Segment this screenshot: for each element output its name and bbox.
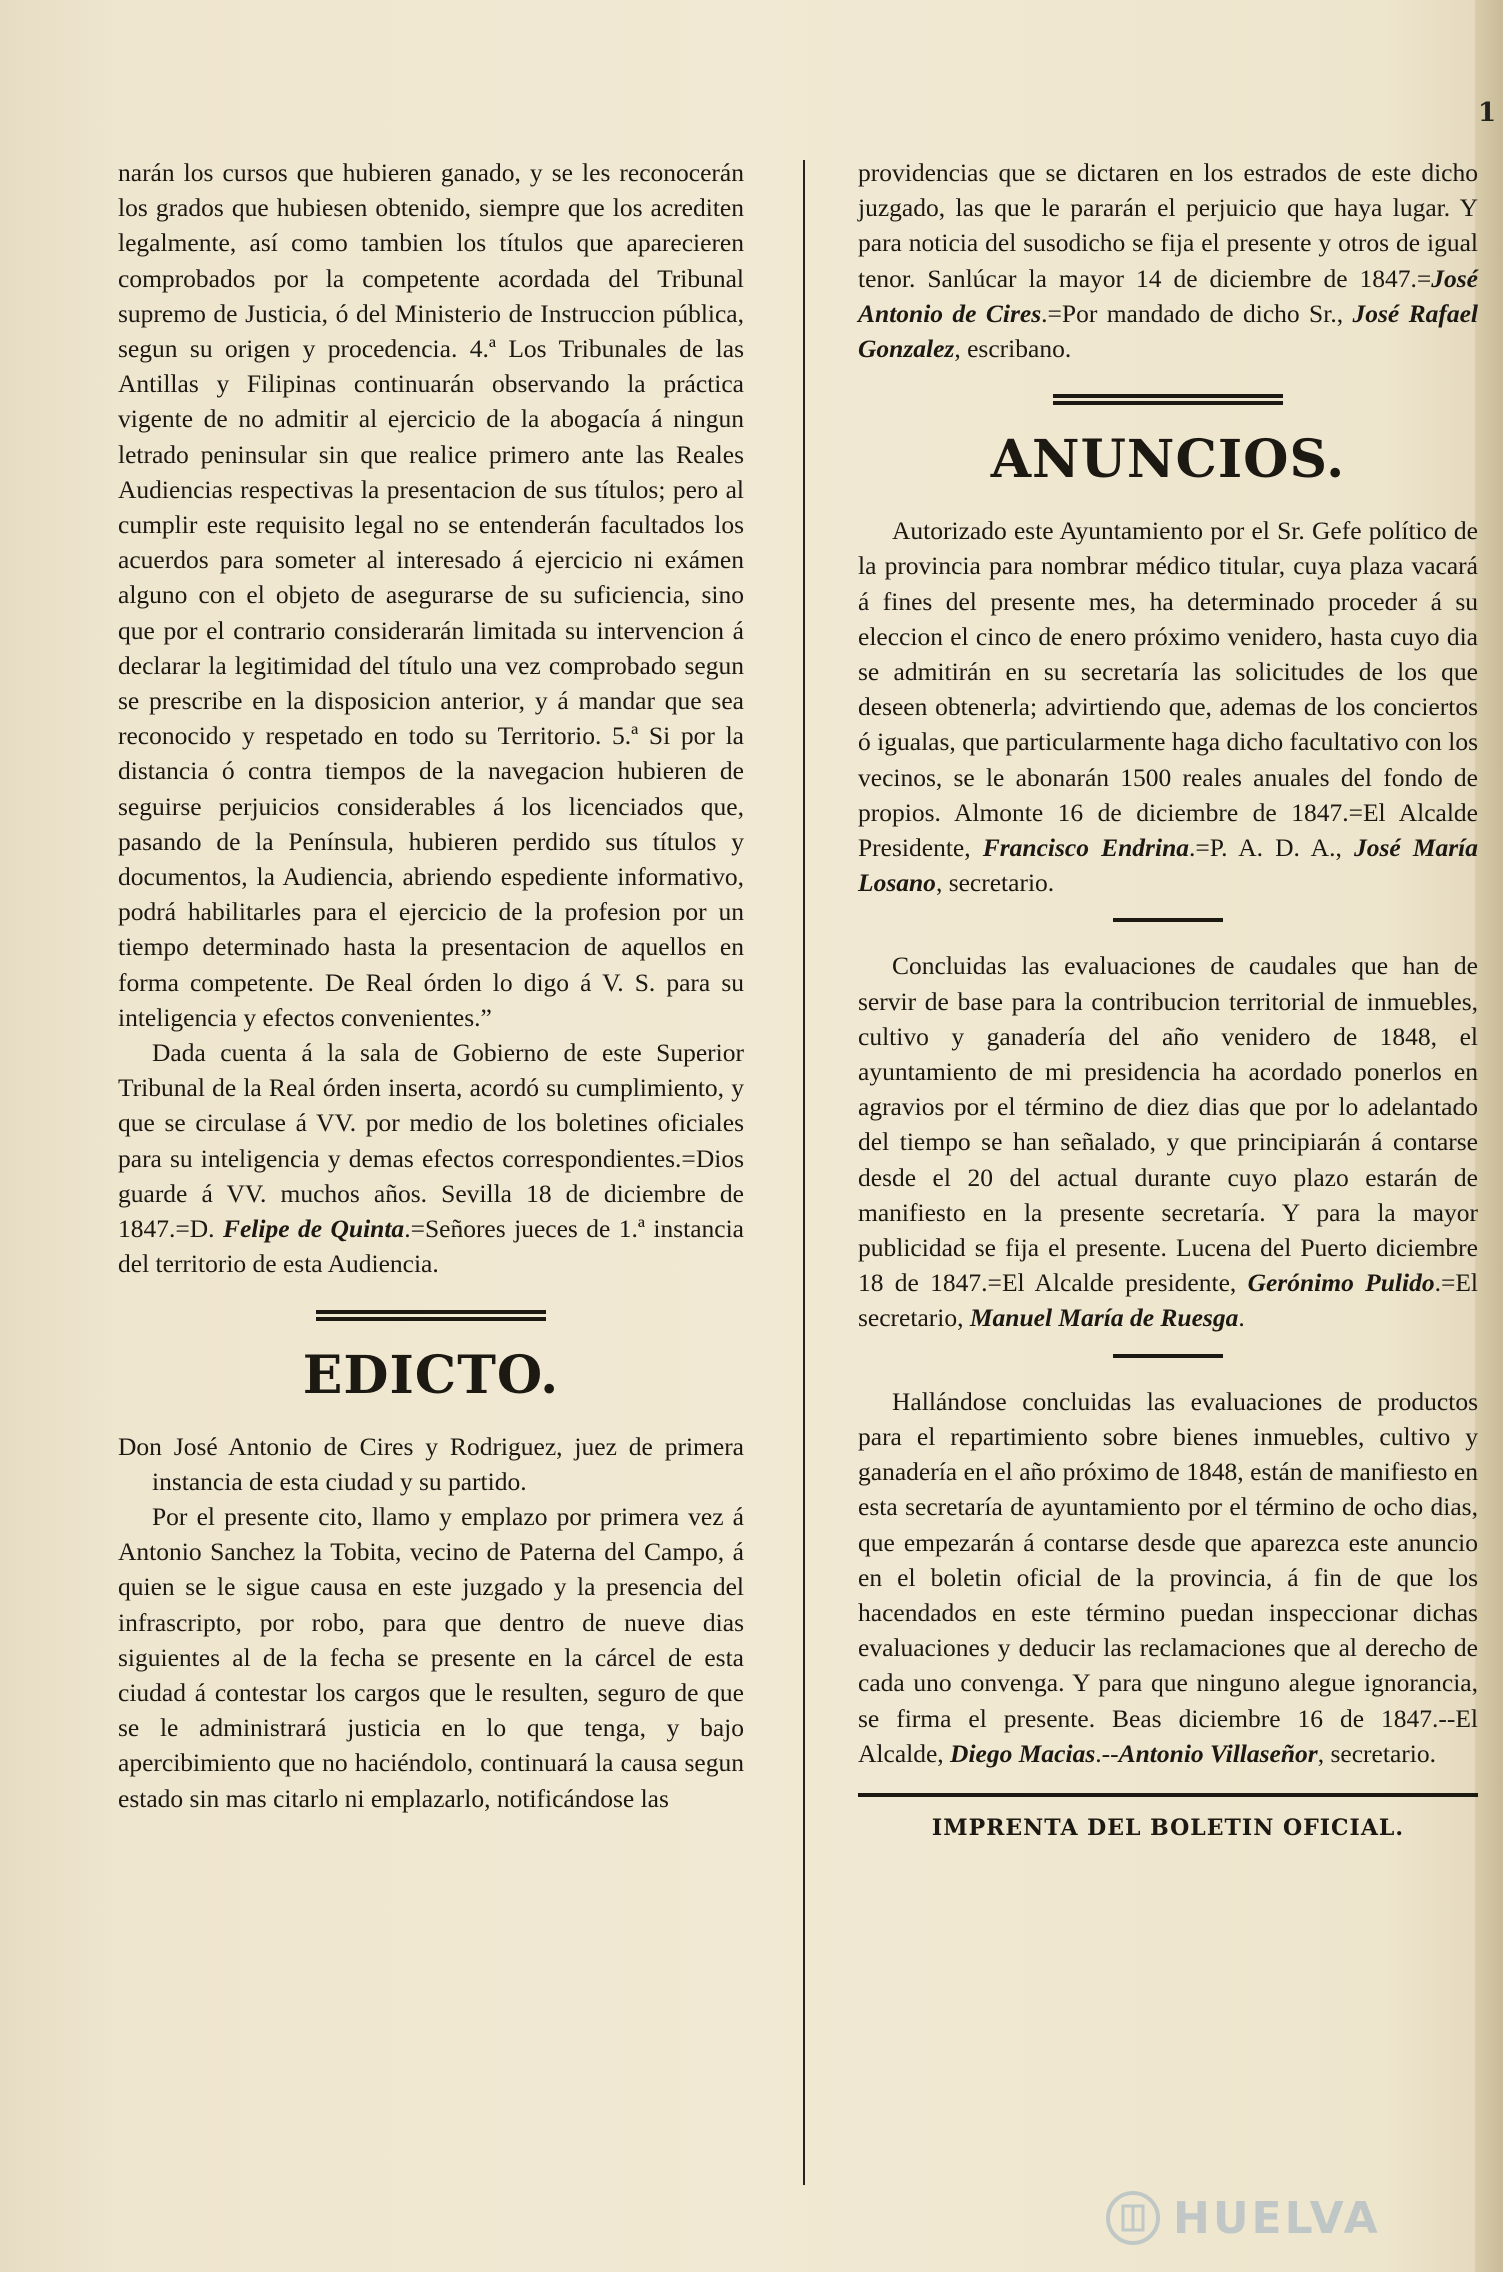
separator-line — [316, 1310, 546, 1314]
anuncio2-text: Concluidas las evaluaciones de caudales que han de servir de base para la contribucion territorial de inmuebles, cultivo y ganadería del año venidero de 1848, el ayuntamiento de mi presidencia ha acordado ponerlos en agravios por el término de diez dias que por lo adelantado del tiempo se han señalado, y que principiarán á contarse desde el 20 del actual durante cuyo plazo estarán de manifiesto en la presente secretaría. Y para la mayor publicidad se fija el presente. Lucena del Puerto diciembre 18 de 1847.=El Alcalde presidente, — [858, 951, 1478, 1298]
archive-watermark — [1105, 2188, 1425, 2248]
edicto-cont-signer2: José Rafael Gonzalez — [858, 298, 1478, 364]
page-mark: 1 — [1478, 98, 1497, 128]
anuncio1-signer2: José María Losano — [858, 833, 1479, 898]
anuncio-beas — [858, 1384, 1478, 1771]
anuncio3-mid: .-- — [1095, 1738, 1119, 1768]
seal-icon — [1105, 2190, 1161, 2246]
edicto-cont-signer1: José Antonio de Cires — [858, 263, 1478, 328]
watermark-text: HUELVA — [1173, 2192, 1381, 2244]
decree-continuation: narán los cursos que hubieren ganado, y se les reconocerán los grados que hubiesen obtenido, siempre que los acrediten legalmente, así como tambien los títulos que aparecieren comprobados por la competente acordada del Tribunal supremo de Justicia, ó del Ministerio de Instruccion pública, segun su origen y procedencia. 4.ª Los Tribunales de las Antillas y Filipinas continuarán observando la práctica vigente de no admitir al ejercicio de la abogacía á ningun letrado peninsular sin que realice primero ante las Reales Audiencias respectivas la presentacion de sus títulos; pero al cumplir este requisito legal no se entenderán facultados los acuerdos para someter al interesado á ejercicio ni exámen alguno con el objeto de asegurarse de su suficiencia, sino que por el contrario considerarán limitada su intervencion á declarar la legitimidad del título una vez comprobado segun se prescribe en la disposicion anterior, y á mandar que sea reconocido y respetado en todo su Territorio. 5.ª Si por la distancia ó contra tiempos de la navegacion hubieren de seguirse perjuicios considerables á los licenciados que, pasando de la Península, hubieren perdido sus títulos y documentos, la Audiencia, abriendo espediente informativo, podrá habilitarles para el ejercicio de la profesion por un tiempo determinado hasta la presentacion de aquellos en forma competente. De Real órden lo digo á V. S. para su inteligencia y efectos convenientes.” — [118, 158, 744, 1032]
edicto-intro: Don José Antonio de Cires y Rodriguez, juez de primera instancia de esta ciudad y su partido. — [118, 1431, 744, 1496]
edicto-cont-tail: , escribano. — [954, 334, 1072, 364]
anuncio3-tail: , secretario. — [1317, 1738, 1436, 1768]
separator-line — [316, 1317, 546, 1321]
anuncio1-tail: , secretario. — [935, 868, 1055, 898]
anuncio-lucena — [858, 948, 1478, 1335]
anuncio2-signer2: Manuel María de Ruesga — [969, 1303, 1239, 1333]
dada-signer: Felipe de Quinta — [222, 1214, 405, 1244]
anuncio2-tail: . — [1238, 1303, 1245, 1333]
short-separator — [1113, 918, 1223, 922]
anuncio3-signer1: Diego Macias — [950, 1738, 1096, 1768]
right-column — [858, 155, 1478, 1846]
anuncio-almonte — [858, 513, 1478, 900]
anuncio3-text: Hallándose concluidas las evaluaciones de productos para el repartimiento sobre bienes inmuebles, cultivo y ganadería en el año próximo de 1848, están de manifiesto en esta secretaría de ayuntamiento por el término de ocho dias, que empezarán á contarse desde que aparezca este anuncio en el boletin oficial de la provincia, á fin de que los hacendados en este término puedan inspeccionar dichas evaluaciones y deducir las reclamaciones que al derecho de cada uno convenga. Y para que ninguno alegue ignorancia, se firma el presente. Beas diciembre 16 de 1847.--El Alcalde, — [858, 1386, 1478, 1768]
section-separator — [316, 1310, 546, 1321]
edicto-cont-mid: .=Por mandado de dicho Sr., — [1041, 298, 1353, 328]
anuncios-heading: ANUNCIOS. — [990, 429, 1346, 491]
separator-line — [1113, 1354, 1223, 1358]
separator-line — [1113, 918, 1223, 922]
short-separator — [1113, 1354, 1223, 1358]
column-rule — [803, 160, 805, 2185]
anuncio2-signer1: Gerónimo Pulido — [1247, 1268, 1435, 1298]
edicto-heading: EDICTO. — [302, 1344, 560, 1406]
imprenta-footer: IMPRENTA DEL BOLETIN OFICIAL. — [931, 1814, 1405, 1841]
anuncio1-text: Autorizado este Ayuntamiento por el Sr. Gefe político de la provincia para nombrar médico titular, cuya plaza vacará á fines del presente mes, ha determinado proceder á su eleccion el cinco de enero próximo venidero, hasta cuyo dia se admitirán en su secretaría las solicitudes de los que deseen obtenerla; advirtiendo que, ademas de los conciertos ó igualas, que particularmente haga dicho facultativo con los vecinos, se le abonarán 1500 reales anuales del fondo de propios. Almonte 16 de diciembre de 1847.=El Alcalde Presidente, — [858, 516, 1478, 863]
edicto-body: Por el presente cito, llamo y emplazo por primera vez á Antonio Sanchez la Tobita, vecino de Paterna del Campo, á quien se le sigue causa en este juzgado y la presencia del infrascripto, por robo, para que dentro de nueve dias siguientes al de la fecha se presente en la cárcel de esta ciudad á contestar los cargos que le resulten, seguro de que se le administrará justicia en lo que tenga, y bajo apercibimiento que no haciéndolo, continuará la causa segun estado sin mas citarlo ni emplazarlo, notificándose las — [118, 1501, 744, 1813]
anuncio1-signer1: Francisco Endrina — [982, 833, 1190, 863]
footer-rule — [858, 1793, 1478, 1797]
separator-line — [1053, 394, 1283, 398]
anuncio1-mid: .=P. A. D. A., — [1189, 833, 1354, 863]
separator-line — [1053, 401, 1283, 405]
dada-text: Dada cuenta á la sala de Gobierno de este Superior Tribunal de la Real órden inserta, acordó su cumplimiento, y que se circulase á VV. por medio de los boletines oficiales para su inteligencia y demas efectos correspondientes.=Dios guarde á VV. muchos años. Sevilla 18 de diciembre de 1847.=D. — [118, 1038, 744, 1244]
dada-cuenta-paragraph — [118, 1035, 744, 1281]
dada-tail: .=Señores jueces de 1.ª instancia del territorio de esta Audiencia. — [118, 1214, 744, 1279]
anuncio2-mid: .=El secretario, — [858, 1268, 1478, 1333]
page-edge — [1475, 0, 1503, 2272]
anuncio3-signer2: Antonio Villaseñor — [1118, 1738, 1318, 1768]
left-column — [118, 155, 744, 1816]
edicto-continuation — [858, 155, 1478, 366]
section-separator — [1053, 394, 1283, 405]
edicto-cont-text: providencias que se dictaren en los estrados de este dicho juzgado, las que le pararán el perjuicio que haya lugar. Y para noticia del susodicho se fija el presente y otros de igual tenor. Sanlúcar la mayor 14 de diciembre de 1847.= — [858, 158, 1478, 293]
